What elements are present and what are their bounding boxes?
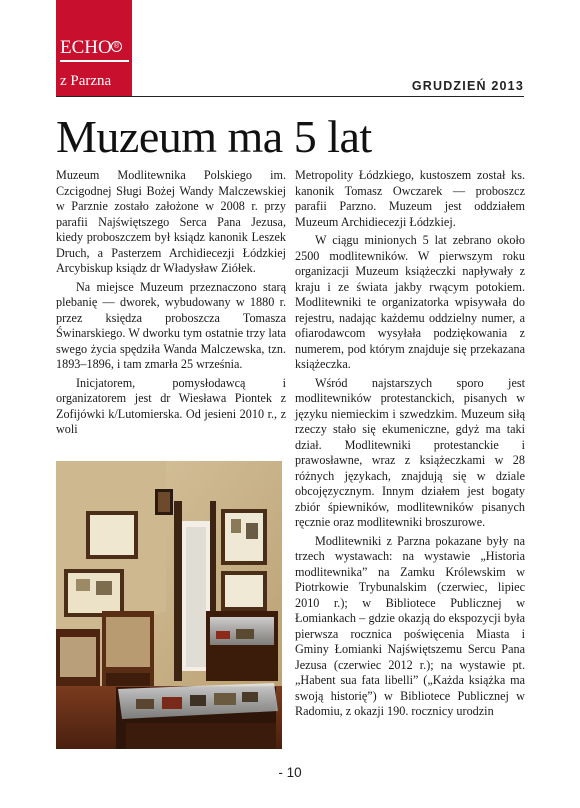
left-column — [56, 168, 286, 441]
paragraph: Metropolity Łódzkiego, kustoszem został ks. kanonik Tomasz Owczarek — proboszcz parafii Parzno. Muzeum jest oddziałem Muzeum Archidiecezji Łódzkiej. — [295, 168, 525, 229]
paragraph: W ciągu minionych 5 lat zebrano około 2500 modlitewników. W pierwszym roku organizacji Muzeum książeczki napływały z kraju i ze świata jakby rwącym potokiem. Modlitewniki te organizatorka wpisywała do rejestru, nadając każdemu oddzielny numer, a ofiarodawcom wysyłała podziękowania z numerem, pod którym znajduje się przekazana książeczka. — [295, 233, 525, 371]
museum-interior-photo — [56, 461, 282, 749]
paragraph: Wśród najstarszych sporo jest modlitewników protestanckich, pisanych w języku niemieckim i szwedzkim. Muzeum siłą rzeczy stało się ekumeniczne, gdyż ma taki dział. Modlitewniki protestanckie i prawosławne, wraz z książeczkami w 28 różnych językach, znajdują się w dziale obcojęzycznym. Innym działem jest bogaty zbiór śpiewników, modlitewników pisanych ręcznie oraz modlitewniki broszurowe. — [295, 375, 525, 529]
logo-divider — [60, 60, 129, 62]
article-title: Muzeum ma 5 lat — [56, 111, 372, 162]
page-number: - 10 — [278, 765, 302, 780]
header-rule — [56, 96, 524, 97]
paragraph: Muzeum Modlitewnika Polskiego im. Czcigodnej Sługi Bożej Wandy Malczewskiej w Parznie zostało założone w 2008 r. przy parafii Najświętszego Serca Pana Jezusa, kiedy proboszczem był ksiądz kanonik Leszek Druch, a Pasterzem Archidiecezji Łódzkiej Arcybiskup ksiądz dr Władysław Ziółek. — [56, 168, 286, 275]
right-column — [295, 168, 525, 723]
echo-logo — [56, 0, 132, 96]
paragraph: Inicjatorem, pomysłodawcą i organizatorem jest dr Wiesława Piontek z Zofijówki k/Lutomierska. Od jesieni 2010 r., z woli — [56, 375, 286, 436]
issue-date: GRUDZIEŃ 2013 — [411, 79, 524, 93]
logo-subtitle: z Parzna — [60, 73, 112, 89]
paragraph: Modlitewniki z Parzna pokazane były na trzech wystawach: na wystawie „Historia modlitewnika” na Zamku Królewskim w Piotrkowie Trybunalskim (czerwiec, lipiec 2010 r.); w Bibliotece Publicznej w Łomiankach – gdzie okazją do ekspozycji była pierwsza rocznica poświęcenia Miasta i Gminy Łomianki Najświętszemu Sercu Pana Jezusa (czerwiec 2012 r.); na wystawie pt. „Habent sua fata libelli” („Każda książka ma swoją historię”) w Bibliotece Publicznej w Radomiu, z okazji 190. rocznicy urodzin — [295, 533, 525, 718]
logo-title: ECHO — [60, 37, 112, 58]
paragraph: Na miejsce Muzeum przeznaczono starą plebanię — dworek, wybudowany w 1880 r. przez księdza proboszcza Tomasza Świnarskiego. W dworku tym ostatnie trzy lata swego życia spędziła Wanda Malczewska, tzn. 1893–1896, i tam zmarła 25 września. — [56, 279, 286, 371]
registered-mark-icon: ® — [111, 41, 122, 52]
